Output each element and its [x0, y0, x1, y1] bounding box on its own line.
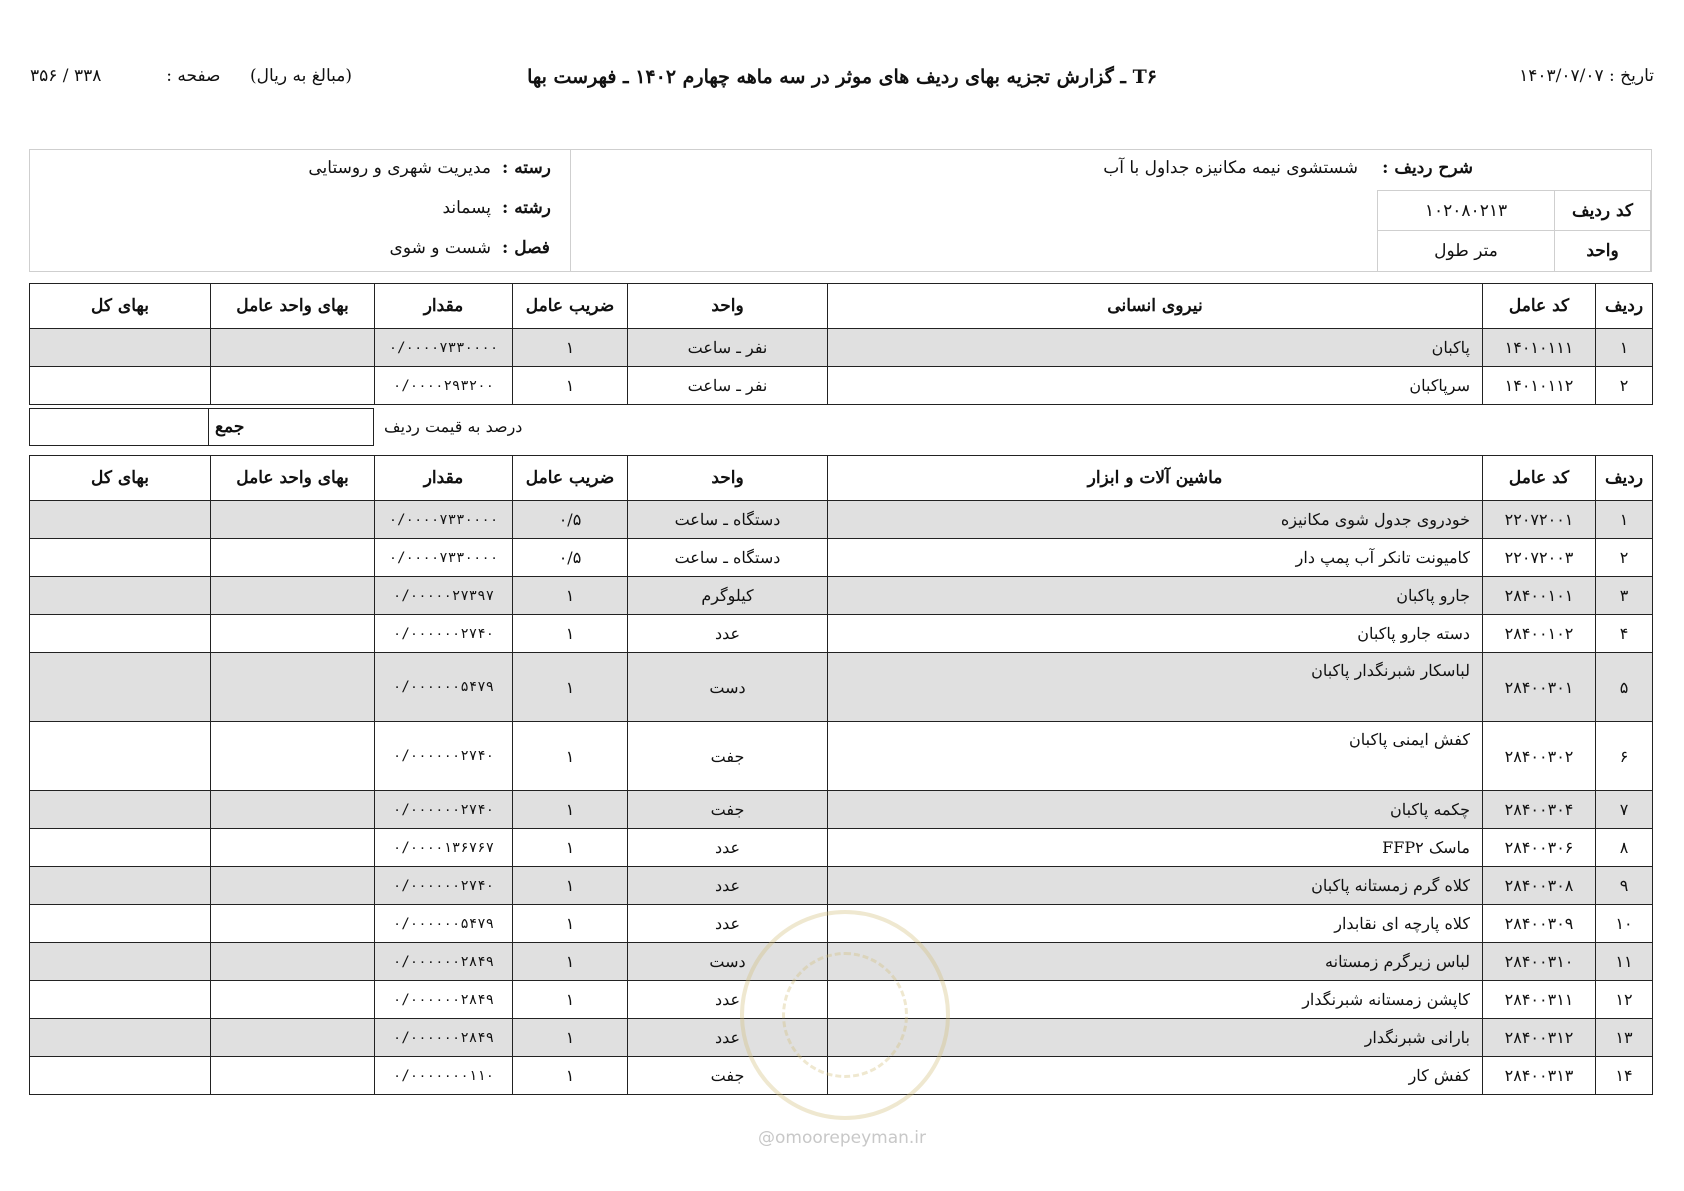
cell-unit: عدد [628, 1019, 828, 1057]
table-row [30, 539, 1653, 577]
watermark-seal-inner [782, 952, 908, 1078]
cell-unit-price [211, 867, 375, 905]
cell-qty: ۰/۰۰۰۰۷۳۳۰۰۰۰ [375, 501, 513, 539]
cell-coef: ۱ [513, 1019, 628, 1057]
cell-code: ۲۲۰۷۲۰۰۳ [1483, 539, 1596, 577]
cell-qty: ۰/۰۰۰۰۰۰۲۸۴۹ [375, 981, 513, 1019]
cell-name: کاپشن زمستانه شبرنگدار [828, 981, 1483, 1019]
page-info [30, 66, 220, 86]
cell-unit-price [211, 653, 375, 722]
cell-qty: ۰/۰۰۰۰۰۰۵۴۷۹ [375, 653, 513, 722]
cell-row: ۱۳ [1596, 1019, 1653, 1057]
col-total: بهای کل [30, 456, 211, 501]
cell-row: ۱۱ [1596, 943, 1653, 981]
cell-code: ۲۸۴۰۰۳۱۳ [1483, 1057, 1596, 1095]
date-value: ۱۴۰۳/۰۷/۰۷ [1519, 66, 1604, 86]
cell-code: ۲۸۴۰۰۳۰۱ [1483, 653, 1596, 722]
table-row [30, 367, 1653, 405]
cell-code: ۲۸۴۰۰۳۰۶ [1483, 829, 1596, 867]
cell-row: ۷ [1596, 791, 1653, 829]
cell-unit-price [211, 1057, 375, 1095]
table-row [30, 577, 1653, 615]
cell-code: ۲۸۴۰۰۳۰۲ [1483, 722, 1596, 791]
cell-unit: دست [628, 943, 828, 981]
labor-header-row [30, 284, 1653, 329]
cell-unit-price [211, 722, 375, 791]
col-unit: واحد [628, 284, 828, 329]
cell-unit-price [211, 501, 375, 539]
cell-name: کامیونت تانکر آب پمپ دار [828, 539, 1483, 577]
chapter-label: فصل : [502, 238, 550, 258]
cell-total [30, 867, 211, 905]
cell-code: ۲۸۴۰۰۳۰۴ [1483, 791, 1596, 829]
cell-coef: ۱ [513, 577, 628, 615]
cell-row: ۵ [1596, 653, 1653, 722]
cell-code: ۲۸۴۰۰۳۰۹ [1483, 905, 1596, 943]
col-unit-price: بهای واحد عامل [211, 456, 375, 501]
cell-unit-price [211, 1019, 375, 1057]
cell-name: کفش کار [828, 1057, 1483, 1095]
cell-code: ۲۸۴۰۰۳۱۲ [1483, 1019, 1596, 1057]
cell-name: چکمه پاکبان [828, 791, 1483, 829]
cell-unit: جفت [628, 722, 828, 791]
cell-total [30, 1057, 211, 1095]
table-row [30, 722, 1653, 791]
cell-name: بارانی شبرنگدار [828, 1019, 1483, 1057]
category-label: رسته : [502, 158, 551, 178]
cell-total [30, 615, 211, 653]
cell-total [30, 539, 211, 577]
col-unit-price: بهای واحد عامل [211, 284, 375, 329]
cell-unit-price [211, 791, 375, 829]
cell-coef: ۱ [513, 722, 628, 791]
cell-coef: ۱ [513, 329, 628, 367]
cell-row: ۶ [1596, 722, 1653, 791]
col-code: کد عامل [1483, 456, 1596, 501]
cell-name: ماسک FFP۲ [828, 829, 1483, 867]
table-row [30, 329, 1653, 367]
category-value: مدیریت شهری و روستایی [308, 158, 491, 178]
cell-row: ۳ [1596, 577, 1653, 615]
cell-name: لباس زیرگرم زمستانه [828, 943, 1483, 981]
cell-unit: دست [628, 653, 828, 722]
cell-unit-price [211, 829, 375, 867]
cell-row: ۲ [1596, 367, 1653, 405]
unit-label: واحد [1554, 230, 1651, 272]
cell-coef: ۱ [513, 905, 628, 943]
desc-value: شستشوی نیمه مکانیزه جداول با آب [1103, 158, 1358, 178]
cell-qty: ۰/۰۰۰۰۰۰۲۷۴۰ [375, 722, 513, 791]
cell-total [30, 1019, 211, 1057]
col-total: بهای کل [30, 284, 211, 329]
cell-unit-price [211, 615, 375, 653]
col-coef: ضریب عامل [513, 284, 628, 329]
cell-qty: ۰/۰۰۰۰۰۰۲۷۴۰ [375, 867, 513, 905]
cell-row: ۱ [1596, 501, 1653, 539]
cell-total [30, 905, 211, 943]
cell-unit: عدد [628, 905, 828, 943]
cell-coef: ۱ [513, 1057, 628, 1095]
cell-coef: ۱ [513, 791, 628, 829]
cell-code: ۱۴۰۱۰۱۱۲ [1483, 367, 1596, 405]
col-name: نیروی انسانی [828, 284, 1483, 329]
cell-qty: ۰/۰۰۰۰۰۰۲۸۴۹ [375, 1019, 513, 1057]
cell-row: ۱ [1596, 329, 1653, 367]
cell-row: ۹ [1596, 867, 1653, 905]
cell-code: ۲۸۴۰۰۱۰۱ [1483, 577, 1596, 615]
cell-unit-price [211, 539, 375, 577]
cell-coef: ۰/۵ [513, 539, 628, 577]
col-qty: مقدار [375, 456, 513, 501]
cell-total [30, 943, 211, 981]
cell-total [30, 981, 211, 1019]
cell-total [30, 329, 211, 367]
cell-code: ۲۸۴۰۰۱۰۲ [1483, 615, 1596, 653]
cell-coef: ۰/۵ [513, 501, 628, 539]
table-row [30, 867, 1653, 905]
labor-summary-row [29, 408, 1652, 446]
cell-unit-price [211, 329, 375, 367]
cell-name: دسته جارو پاکبان [828, 615, 1483, 653]
cell-total [30, 501, 211, 539]
field-label: رشته : [502, 198, 551, 218]
cell-row: ۴ [1596, 615, 1653, 653]
cell-qty: ۰/۰۰۰۰۷۳۳۰۰۰۰ [375, 329, 513, 367]
watermark-url: @omoorepeyman.ir [757, 1128, 927, 1148]
cell-unit-price [211, 981, 375, 1019]
cell-total [30, 722, 211, 791]
desc-label: شرح ردیف : [1382, 158, 1473, 178]
cell-unit: عدد [628, 867, 828, 905]
cell-unit: دستگاه ـ ساعت [628, 501, 828, 539]
col-row: ردیف [1596, 284, 1653, 329]
cell-row: ۲ [1596, 539, 1653, 577]
machinery-header-row [30, 456, 1653, 501]
cell-unit-price [211, 943, 375, 981]
cell-unit: نفر ـ ساعت [628, 329, 828, 367]
cell-qty: ۰/۰۰۰۰۰۰۰۱۱۰ [375, 1057, 513, 1095]
date-label: تاریخ : [1609, 66, 1654, 86]
cell-qty: ۰/۰۰۰۰۷۳۳۰۰۰۰ [375, 539, 513, 577]
cell-coef: ۱ [513, 829, 628, 867]
cell-name: سرپاکبان [828, 367, 1483, 405]
cell-name: کفش ایمنی پاکبان [828, 722, 1483, 791]
cell-unit: نفر ـ ساعت [628, 367, 828, 405]
col-code: کد عامل [1483, 284, 1596, 329]
cell-unit-price [211, 367, 375, 405]
cell-total [30, 577, 211, 615]
cell-qty: ۰/۰۰۰۰۰۰۲۷۴۰ [375, 615, 513, 653]
labor-sum-total-cell [29, 408, 209, 446]
page-value: ۳۳۸ / ۳۵۶ [30, 66, 102, 86]
chapter-value: شست و شوی [389, 238, 491, 258]
cell-coef: ۱ [513, 615, 628, 653]
cell-unit: جفت [628, 791, 828, 829]
cell-row: ۸ [1596, 829, 1653, 867]
cell-row: ۱۲ [1596, 981, 1653, 1019]
cell-name: لباسکار شبرنگدار پاکبان [828, 653, 1483, 722]
cell-unit-price [211, 905, 375, 943]
sum-label: جمع [215, 417, 245, 437]
info-divider [570, 150, 571, 271]
cell-code: ۲۲۰۷۲۰۰۱ [1483, 501, 1596, 539]
cell-code: ۲۸۴۰۰۳۱۰ [1483, 943, 1596, 981]
labor-table [29, 283, 1653, 405]
cell-total [30, 829, 211, 867]
cell-total [30, 791, 211, 829]
col-name: ماشین آلات و ابزار [828, 456, 1483, 501]
field-value: پسماند [442, 198, 491, 218]
cell-name: خودروی جدول شوی مکانیزه [828, 501, 1483, 539]
cell-code: ۲۸۴۰۰۳۱۱ [1483, 981, 1596, 1019]
cell-unit: عدد [628, 829, 828, 867]
page-label: صفحه : [166, 66, 221, 86]
cell-row: ۱۴ [1596, 1057, 1653, 1095]
cell-total [30, 367, 211, 405]
cell-unit: عدد [628, 615, 828, 653]
cell-coef: ۱ [513, 981, 628, 1019]
cell-unit: کیلوگرم [628, 577, 828, 615]
col-coef: ضریب عامل [513, 456, 628, 501]
col-row: ردیف [1596, 456, 1653, 501]
cell-coef: ۱ [513, 867, 628, 905]
table-row [30, 501, 1653, 539]
item-info-panel [29, 149, 1652, 272]
col-unit: واحد [628, 456, 828, 501]
cell-code: ۱۴۰۱۰۱۱۱ [1483, 329, 1596, 367]
cell-qty: ۰/۰۰۰۰۰۰۵۴۷۹ [375, 905, 513, 943]
code-label: کد ردیف [1554, 190, 1651, 231]
cell-coef: ۱ [513, 653, 628, 722]
cell-name: کلاه پارچه ای نقابدار [828, 905, 1483, 943]
cell-total [30, 653, 211, 722]
cell-coef: ۱ [513, 367, 628, 405]
cell-qty: ۰/۰۰۰۰۲۹۳۲۰۰ [375, 367, 513, 405]
cell-unit-price [211, 577, 375, 615]
watermark-seal [740, 910, 950, 1120]
cell-code: ۲۸۴۰۰۳۰۸ [1483, 867, 1596, 905]
percent-label: درصد به قیمت ردیف [384, 417, 523, 436]
cell-unit: دستگاه ـ ساعت [628, 539, 828, 577]
table-row [30, 653, 1653, 722]
cell-name: کلاه گرم زمستانه پاکبان [828, 867, 1483, 905]
table-row [30, 615, 1653, 653]
report-title: T۶ ـ گزارش تجزیه بهای ردیف های موثر در سه ماهه چهارم ۱۴۰۲ ـ فهرست بها [527, 66, 1157, 88]
cell-qty: ۰/۰۰۰۰۰۰۲۸۴۹ [375, 943, 513, 981]
table-row [30, 791, 1653, 829]
cell-unit: جفت [628, 1057, 828, 1095]
cell-coef: ۱ [513, 943, 628, 981]
cell-qty: ۰/۰۰۰۰۰۲۷۳۹۷ [375, 577, 513, 615]
cell-name: جارو پاکبان [828, 577, 1483, 615]
unit-value: متر طول [1377, 230, 1555, 272]
table-row [30, 829, 1653, 867]
cell-unit: عدد [628, 981, 828, 1019]
cell-qty: ۰/۰۰۰۰۱۳۶۷۶۷ [375, 829, 513, 867]
col-qty: مقدار [375, 284, 513, 329]
cell-row: ۱۰ [1596, 905, 1653, 943]
report-date [1519, 66, 1654, 86]
amount-note: (مبالغ به ریال) [250, 66, 353, 86]
cell-qty: ۰/۰۰۰۰۰۰۲۷۴۰ [375, 791, 513, 829]
cell-name: پاکبان [828, 329, 1483, 367]
code-value: ۱۰۲۰۸۰۲۱۳ [1377, 190, 1555, 231]
